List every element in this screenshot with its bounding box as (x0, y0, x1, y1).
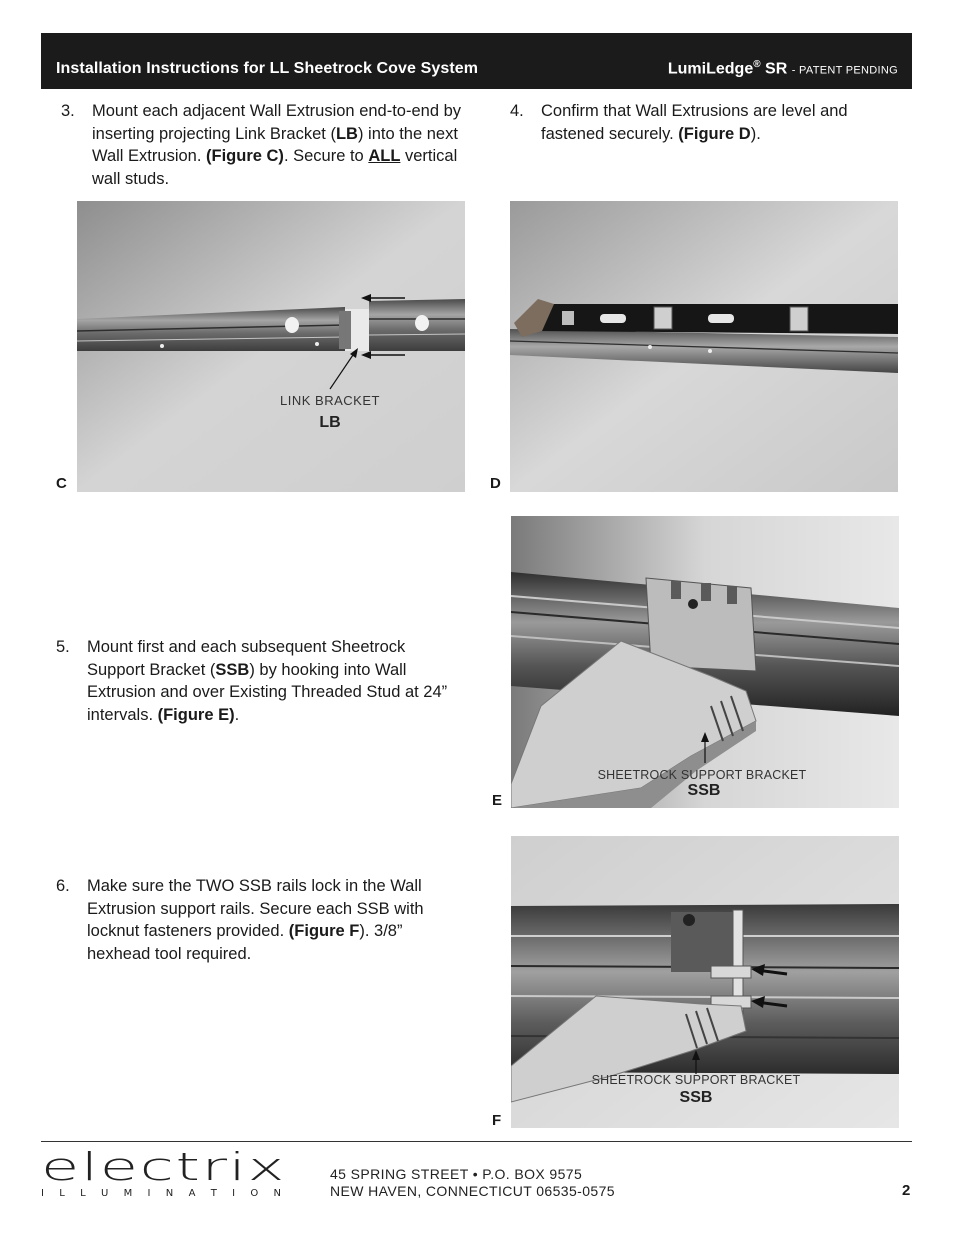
step-text-part: Mount each adjacent Wall Extrusion end-to-end by inserting projecting Link Bracket ( (92, 102, 462, 143)
step-text-part: ). (750, 124, 761, 143)
step-text (87, 875, 456, 965)
figure-e-caption-small: SHEETROCK SUPPORT BRACKET (597, 768, 807, 782)
figure-reference: (Figure F (288, 922, 360, 940)
electrix-logo (41, 1150, 291, 1200)
figure-c-photo (77, 201, 465, 492)
step-4 (510, 100, 900, 145)
patent-pending-note: - PATENT PENDING (791, 64, 898, 77)
step-text-part: ). 3/8” hexhead tool required. (87, 922, 403, 963)
step-text-part: Mount first and each subsequent Sheetrock Support Bracket ( (87, 638, 406, 679)
step-text (87, 636, 456, 726)
step-5 (56, 636, 456, 726)
figure-reference: (Figure E) (157, 705, 235, 724)
logo-subtitle: I L L U M I N A T I O N (41, 1188, 282, 1199)
figure-c-label: C (56, 475, 67, 492)
step-text (541, 100, 900, 145)
step-6 (56, 875, 456, 965)
figure-e-label: E (492, 792, 503, 809)
step-text-part: ) into the next Wall Extrusion. (92, 124, 458, 165)
address-line-2: NEW HAVEN, CONNECTICUT 06535-0575 (330, 1183, 615, 1199)
brand-model: SR (765, 60, 788, 78)
document-title: Installation Instructions for LL Sheetrock Cove System (56, 60, 479, 77)
step-text-part: vertical wall studs. (92, 147, 458, 188)
footer-divider (41, 1141, 912, 1142)
registered-mark: ® (753, 59, 761, 70)
figure-reference: (Figure D (678, 124, 751, 143)
logo-wordmark: electrix (41, 1150, 286, 1189)
step-text (92, 100, 461, 190)
address-line-1: 45 SPRING STREET • P.O. BOX 9575 (330, 1166, 583, 1182)
step-text-part: . (234, 705, 240, 724)
emphasis-all: ALL (368, 147, 401, 165)
figure-e-photo (511, 516, 899, 808)
step-number: 3. (61, 102, 75, 120)
brand-name: LumiLedge (667, 60, 754, 78)
figure-d-photo (510, 201, 898, 492)
ssb-abbr: SSB (215, 660, 250, 679)
figure-reference: (Figure C) (206, 147, 284, 165)
product-brand (668, 59, 898, 78)
figure-f-photo (511, 836, 899, 1128)
figure-e-caption-big: SSB (687, 782, 721, 799)
step-number: 5. (56, 638, 70, 656)
page-number: 2 (902, 1182, 911, 1199)
step-text-part: Confirm that Wall Extrusions are level and fastened securely. (541, 102, 848, 143)
figure-c-caption-big: LB (319, 414, 341, 431)
step-number: 6. (56, 877, 70, 895)
step-3 (61, 100, 461, 190)
header-bar (41, 33, 912, 89)
step-text-part: Make sure the TWO SSB rails lock in the Wall Extrusion support rails. Secure each SSB with locknut fasteners provided. (87, 877, 424, 940)
step-text-part: ) by hooking into Wall Extrusion and over Existing Threaded Stud at 24” intervals. (87, 660, 448, 724)
figure-d-label: D (490, 475, 501, 492)
figure-f-caption-small: SHEETROCK SUPPORT BRACKET (591, 1073, 801, 1087)
link-bracket-abbr: LB (335, 124, 358, 143)
figure-f-caption-big: SSB (679, 1089, 713, 1106)
figure-c-caption-small: LINK BRACKET (280, 393, 380, 408)
step-text-part: . Secure to (283, 147, 369, 165)
step-number: 4. (510, 102, 524, 120)
figure-f-label: F (492, 1112, 502, 1129)
